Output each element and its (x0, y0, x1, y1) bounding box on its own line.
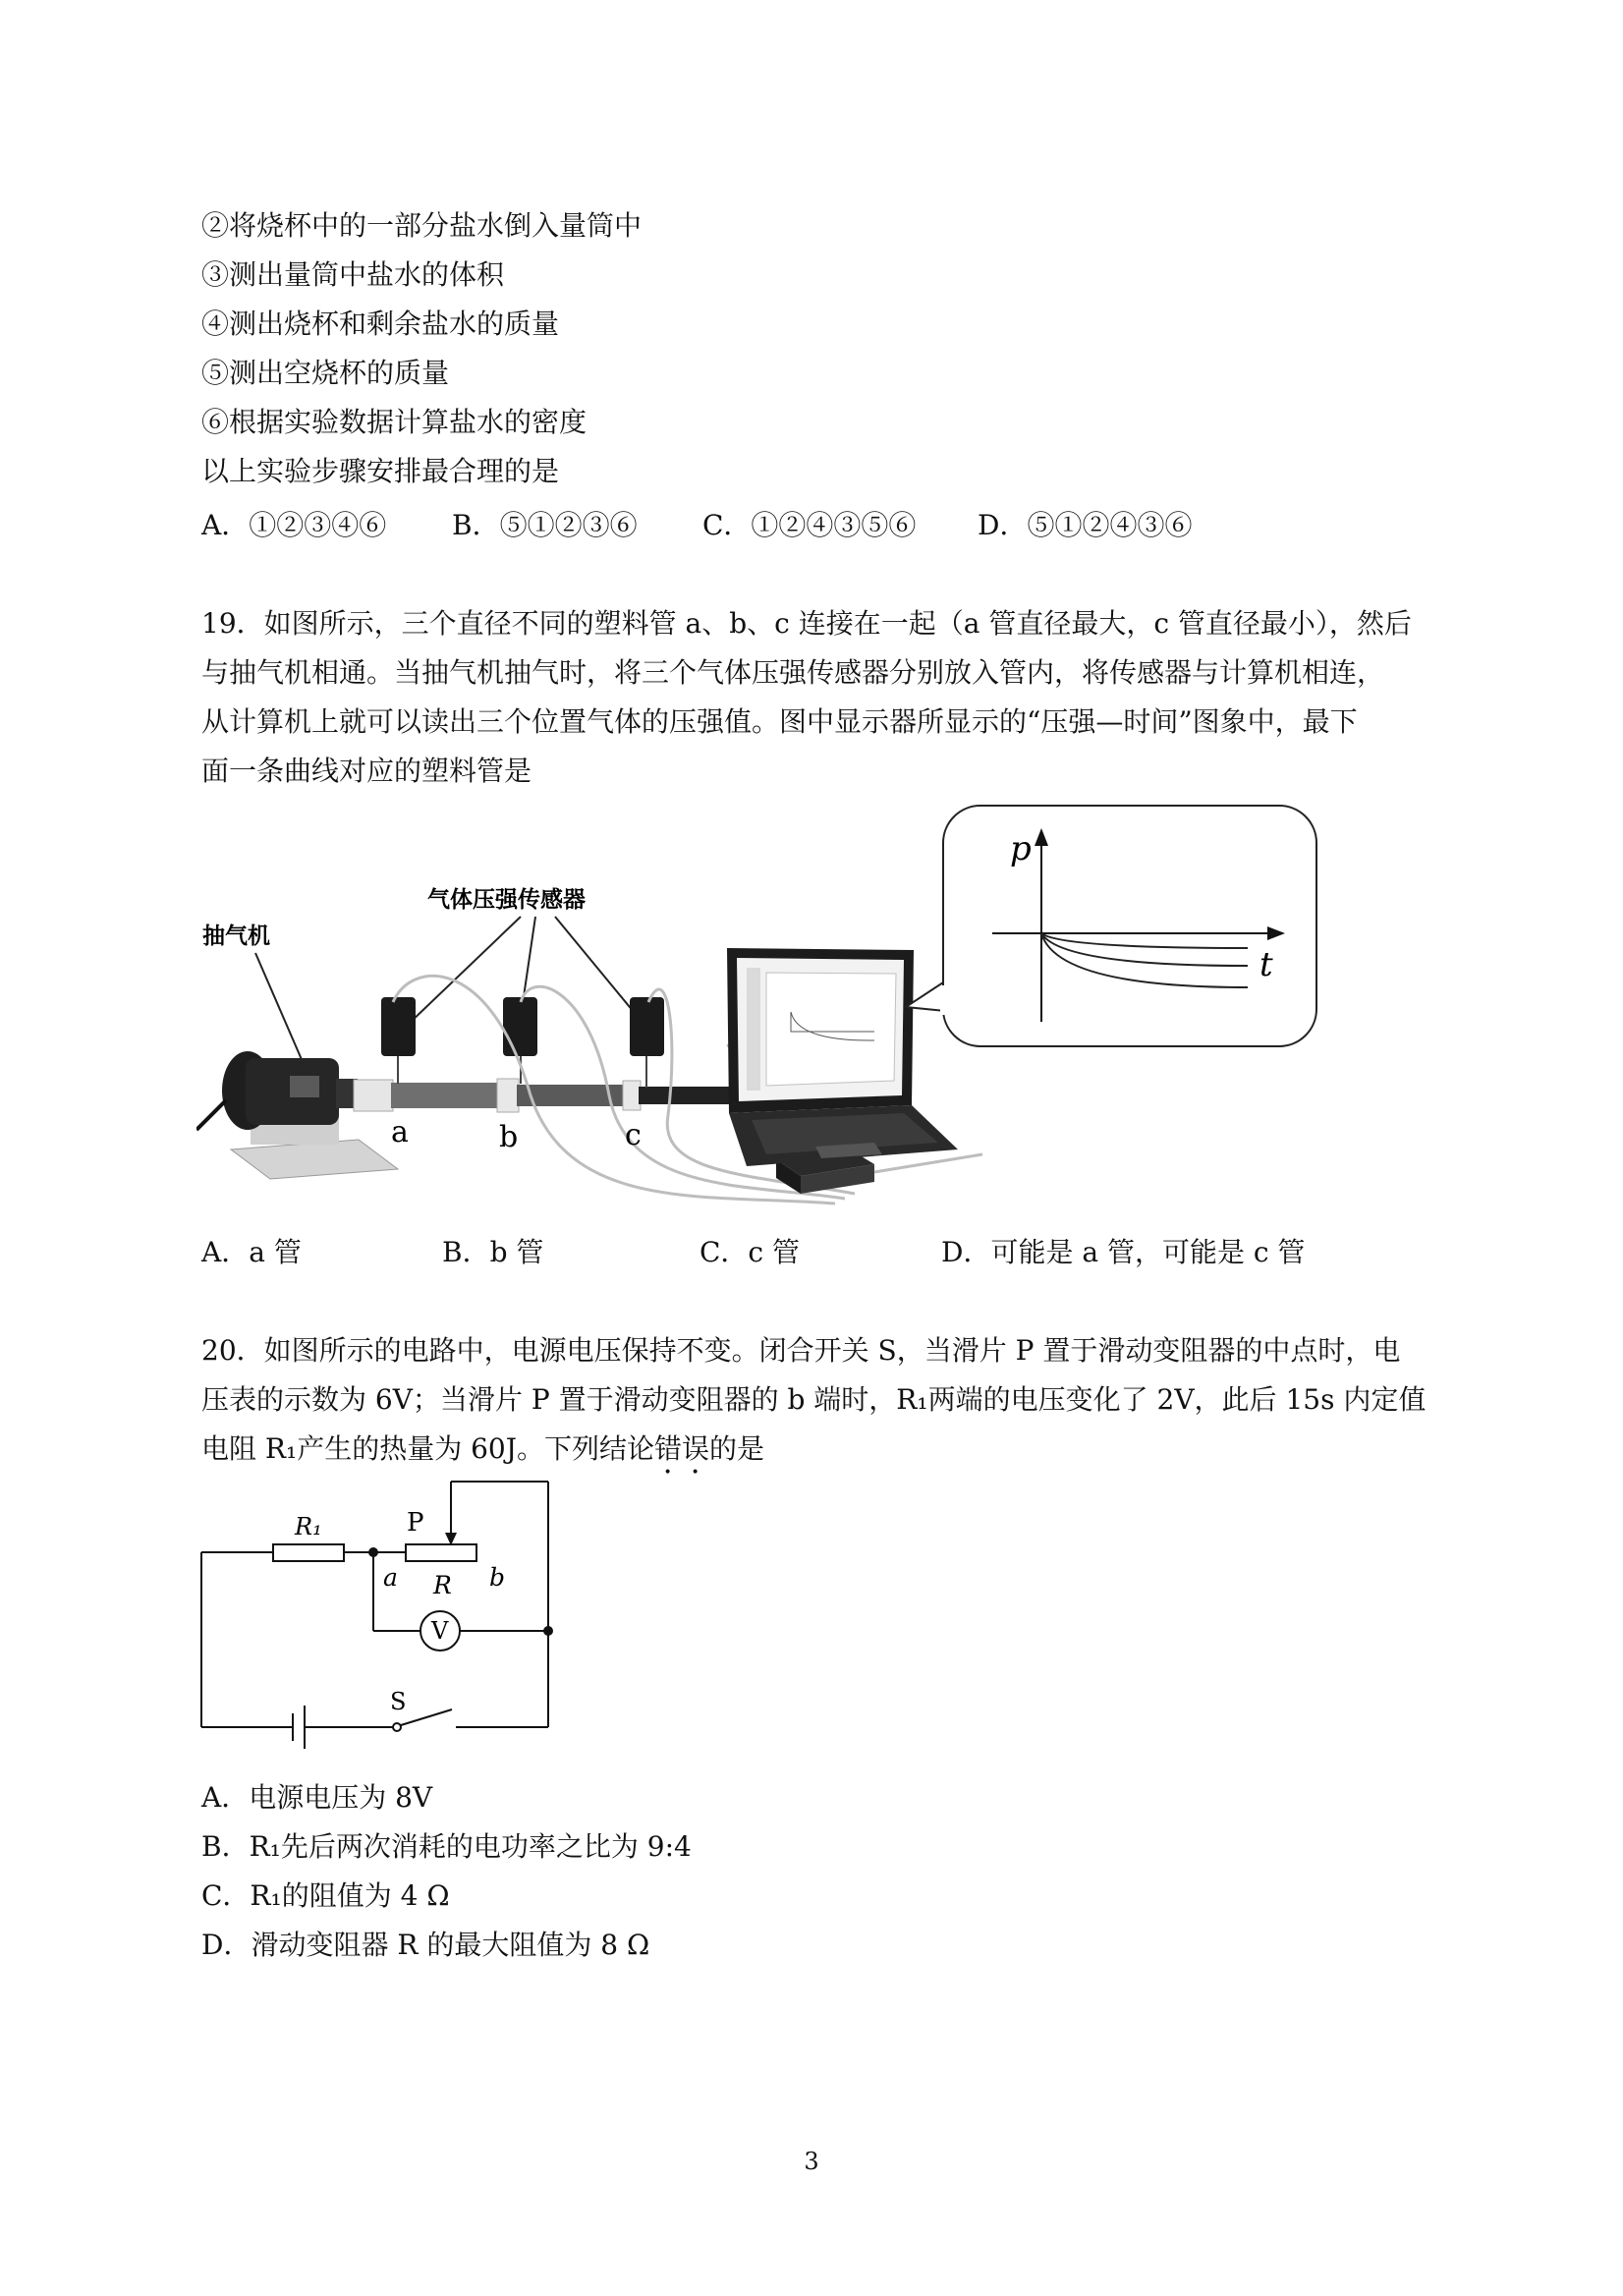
laptop (727, 948, 958, 1166)
q18-option-c: C．①②④③⑤⑥ (702, 509, 917, 541)
graph-y-axis-label: p (1010, 829, 1032, 868)
q19-text-line-4: 面一条曲线对应的塑料管是 (201, 755, 532, 787)
q20-circuit-diagram (196, 1474, 589, 1768)
tube-label-a: a (391, 1115, 409, 1149)
emphasis-word: 错误 (653, 1432, 709, 1465)
tube-label-c: c (625, 1118, 642, 1152)
q18-step-4: ④测出烧杯和剩余盐水的质量 (201, 308, 560, 340)
label-r: R (433, 1571, 452, 1599)
label-v: V (431, 1617, 449, 1645)
q18-question: 以上实验步骤安排最合理的是 (201, 455, 560, 487)
page-number: 3 (804, 2148, 819, 2175)
rheostat-r (406, 1544, 476, 1561)
label-b: b (489, 1563, 506, 1592)
q20-text-line-2: 压表的示数为 6V；当滑片 P 置于滑动变阻器的 b 端时，R₁两端的电压变化了 2V，此后 15s 内定值 (201, 1383, 1427, 1416)
q19-option-a: A．a 管 (201, 1236, 302, 1268)
vacuum-pump (196, 1051, 398, 1179)
q19-figure (196, 801, 1326, 1233)
q19-option-d: D．可能是 a 管，可能是 c 管 (941, 1236, 1306, 1268)
q20-option-b: B．R₁先后两次消耗的电功率之比为 9:4 (201, 1830, 692, 1863)
q20-text-line-1: 20．如图所示的电路中，电源电压保持不变。闭合开关 S，当滑片 P 置于滑动变阻器的中点时，电 (201, 1334, 1401, 1367)
q19-text-line-2: 与抽气机相通。当抽气机抽气时，将三个气体压强传感器分别放入管内，将传感器与计算机相连， (201, 656, 1385, 689)
label-p: P (407, 1508, 424, 1538)
q19-option-b: B．b 管 (442, 1236, 544, 1268)
q18-option-d: D．⑤①②④③⑥ (978, 509, 1193, 541)
q19-text-line-1: 19．如图所示，三个直径不同的塑料管 a、b、c 连接在一起（a 管直径最大，c 管直径最小），然后 (201, 607, 1412, 640)
q19-text-line-3: 从计算机上就可以读出三个位置气体的压强值。图中显示器所显示的“压强—时间”图象中，最下 (201, 705, 1358, 738)
sensor-label: 气体压强传感器 (427, 886, 586, 913)
q18-step-2: ②将烧杯中的一部分盐水倒入量筒中 (201, 209, 643, 242)
q20-option-a: A．电源电压为 8V (201, 1781, 433, 1814)
label-s: S (390, 1688, 407, 1715)
q20-option-d: D．滑动变阻器 R 的最大阻值为 8 Ω (201, 1929, 650, 1961)
q20-text-line-3: 电阻 R₁产生的热量为 60J。下列结论错误的是 (201, 1432, 764, 1465)
pump-label: 抽气机 (202, 923, 270, 949)
resistor-r1 (273, 1544, 344, 1561)
q20-option-c: C．R₁的阻值为 4 Ω (201, 1879, 450, 1912)
q18-step-3: ③测出量筒中盐水的体积 (201, 258, 505, 291)
label-r1: R₁ (295, 1513, 322, 1540)
q18-step-5: ⑤测出空烧杯的质量 (201, 357, 450, 389)
q18-option-b: B．⑤①②③⑥ (452, 509, 638, 541)
pressure-time-graph (940, 806, 1316, 1046)
q19-option-c: C．c 管 (700, 1236, 801, 1268)
q18-option-a: A．①②③④⑥ (201, 509, 387, 541)
graph-x-axis-label: t (1259, 945, 1273, 984)
label-a: a (383, 1563, 398, 1592)
q18-step-6: ⑥根据实验数据计算盐水的密度 (201, 406, 588, 438)
tube-label-b: b (499, 1120, 519, 1154)
